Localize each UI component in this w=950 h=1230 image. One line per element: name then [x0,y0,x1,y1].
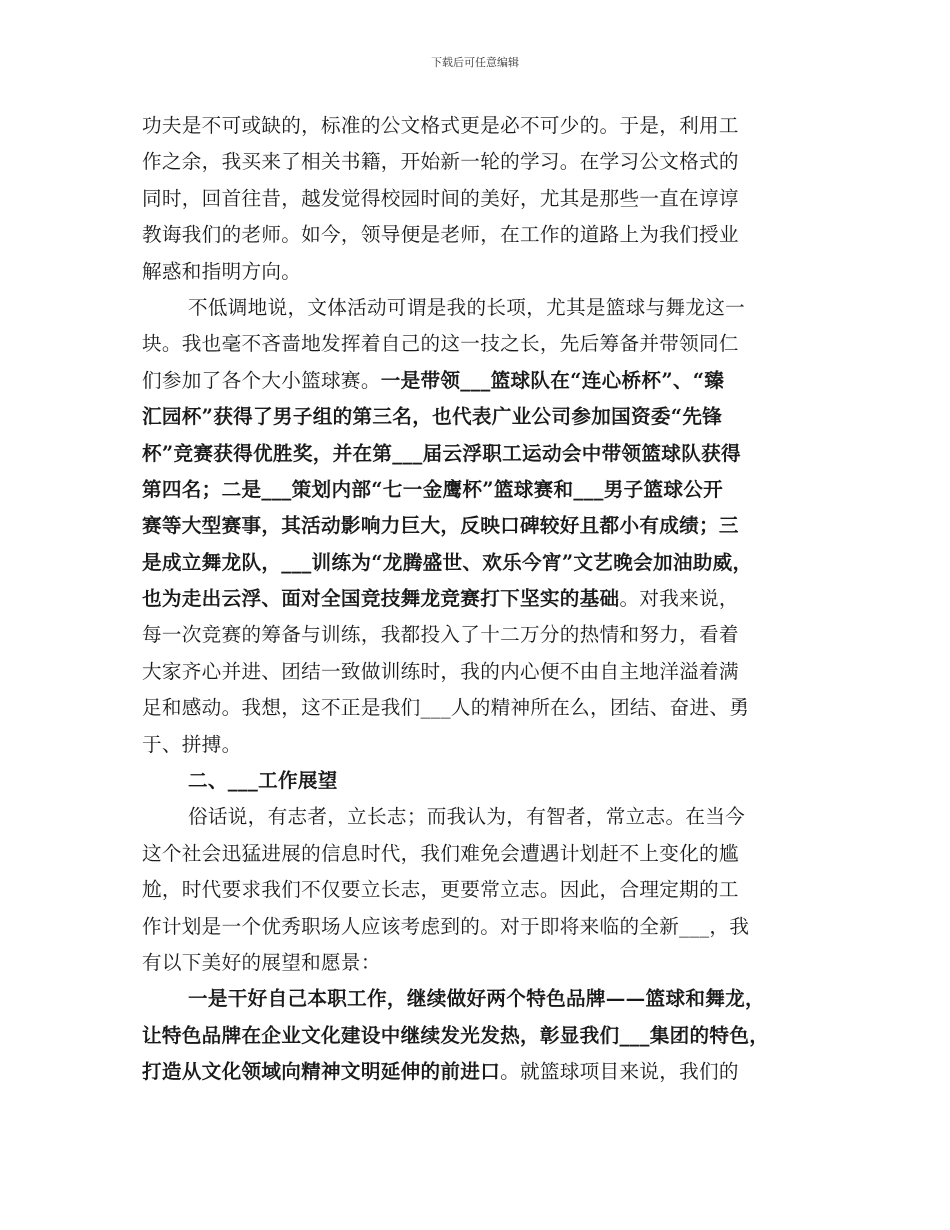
section-heading-text: 二、___工作展望 [188,769,338,793]
paragraph-line [142,108,822,144]
paragraph-line [142,690,822,726]
text-run: 解惑和指明方向。 [142,259,302,283]
page-header: 下载后可任意编辑 [431,56,519,69]
text-run: 有以下美好的展望和愿景： [142,950,381,974]
paragraph-line [142,144,822,180]
text-run: 作之余，我买来了相关书籍，开始新一轮的学习。在学习公文格式的 [142,150,739,174]
paragraph-line [142,654,822,690]
paragraph-line [142,1018,822,1054]
text-run: 足和感动。我想，这不正是我们___人的精神所在么，团结、奋进、勇 [142,696,750,720]
bold-text-run: 一是干好自己本职工作，继续做好两个特色品牌——篮球和舞龙， [188,987,765,1011]
paragraph-line [142,836,822,872]
paragraph-line [142,981,822,1017]
text-run: 教诲我们的老师。如今，领导便是老师，在工作的道路上为我们授业 [142,223,739,247]
bold-text-run: 一是带领___篮球队在“连心桥杯”、“臻 [380,368,725,392]
paragraph-line [142,436,822,472]
text-run: 块。我也毫不吝啬地发挥着自己的这一技之长，先后筹备并带领同仁 [142,332,739,356]
bold-text-run: 是成立舞龙队，___训练为“龙腾盛世、欢乐今宵”文艺晚会加油助威， [142,550,753,574]
paragraph-line [142,727,822,763]
bold-text-run: 汇园杯”获得了男子组的第三名，也代表广业公司参加国资委“先锋 [142,405,723,429]
bold-text-run: 赛等大型赛事，其活动影响力巨大，反映口碑较好且都小有成绩；三 [142,514,739,538]
paragraph-line [142,909,822,945]
text-run: 于、拼搏。 [142,732,242,756]
paragraph-line [142,945,822,981]
paragraph-line [142,399,822,435]
text-run: 俗话说，有志者，立长志；而我认为，有智者，常立志。在当今 [188,805,746,829]
text-run: 不低调地说，文体活动可谓是我的长项，尤其是篮球与舞龙这一 [188,295,746,319]
paragraph-line [142,217,822,253]
text-run: 们参加了各个大小篮球赛。 [142,368,381,392]
paragraph-line [142,872,822,908]
paragraph-line [142,581,822,617]
paragraph-line [142,508,822,544]
text-run: 功夫是不可或缺的，标准的公文格式更是必不可少的。于是，利用工 [142,114,739,137]
bold-text-run: 第四名；二是___策划内部“七一金鹰杯”篮球赛和___男子篮球公开 [142,477,724,501]
bold-text-run: 也为走出云浮、面对全国竞技舞龙竞赛打下坚实的基础 [142,587,620,611]
bold-text-run: 杯”竞赛获得优胜奖，并在第___届云浮职工运动会中带领篮球队获得 [142,441,741,465]
text-run: 尬，时代要求我们不仅要立长志，更要常立志。因此，合理定期的工 [142,878,739,902]
paragraph-line [142,1054,822,1090]
text-run: 大家齐心并进、团结一致做训练时，我的内心便不由自主地洋溢着满 [142,659,739,683]
paragraph-line [142,181,822,217]
paragraph-line [142,363,822,399]
paragraph-line [142,290,822,326]
text-run: 作计划是一个优秀职场人应该考虑到的。对于即将来临的全新___，我 [142,914,750,938]
paragraph-line [142,545,822,581]
bold-text-run: 让特色品牌在企业文化建设中继续发光发热，彰显我们___集团的特色， [142,1023,770,1047]
text-run: 。对我来说， [619,587,739,611]
paragraph-line [142,254,822,290]
bold-text-run: 打造从文化领域向精神文明延伸的前进口 [142,1060,501,1084]
paragraph-line [142,617,822,653]
paragraph-line [142,326,822,362]
text-run: 同时，回首往昔，越发觉得校园时间的美好，尤其是那些一直在谆谆 [142,186,739,210]
text-run: 每一次竞赛的筹备与训练，我都投入了十二万分的热情和努力，看着 [142,623,739,647]
paragraph-line [142,472,822,508]
text-run: 这个社会迅猛进展的信息时代，我们难免会遭遇计划赶不上变化的尴 [142,841,739,865]
body-text [142,108,822,1091]
paragraph-line [142,799,822,835]
section-heading [142,763,822,799]
text-run: 。就篮球项目来说，我们的 [500,1060,739,1084]
